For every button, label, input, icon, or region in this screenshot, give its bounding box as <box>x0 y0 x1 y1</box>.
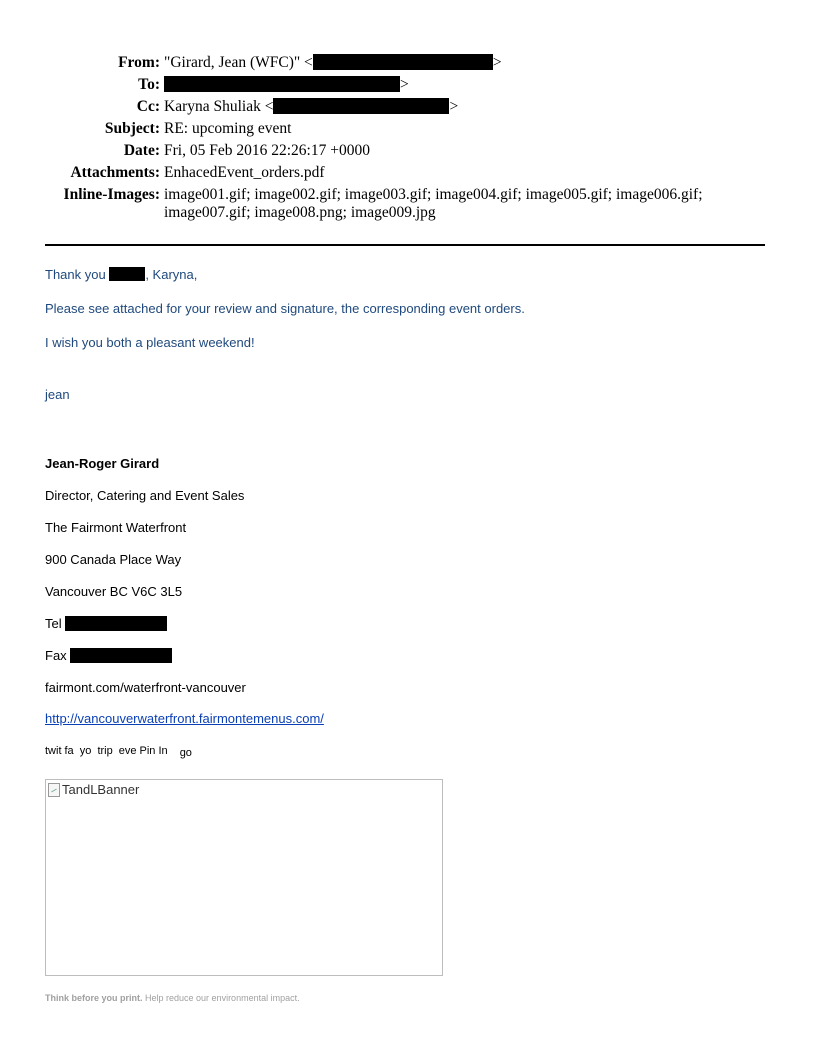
broken-image-icon <box>48 783 60 797</box>
cc-value: Karyna Shuliak < <box>164 98 274 115</box>
signature-address-2: Vancouver BC V6C 3L5 <box>45 584 183 599</box>
cc-close: > <box>449 98 459 115</box>
redaction-block <box>164 76 400 92</box>
redaction-block <box>65 616 167 631</box>
message-line-1: Please see attached for your review and signature, the corresponding event orders. <box>45 301 525 316</box>
google-plus-icon[interactable]: go <box>179 747 192 759</box>
redaction-block <box>70 648 172 663</box>
from-value: "Girard, Jean (WFC)" < <box>164 54 313 71</box>
subject-value: RE: upcoming event <box>164 120 292 137</box>
tripadvisor-icon[interactable]: trip <box>97 745 113 757</box>
to-label: To: <box>138 76 160 93</box>
subject-row <box>0 120 816 140</box>
signature-title: Director, Catering and Event Sales <box>45 488 245 503</box>
banner-alt-text: TandLBanner <box>62 782 140 797</box>
message-line-2: I wish you both a pleasant weekend! <box>45 335 255 350</box>
print-notice-bold: Think before you print. <box>45 993 143 1003</box>
cc-row <box>0 98 816 118</box>
inline-images-value: image001.gif; image002.gif; image003.gif; image004.gif; image005.gif; image006.gif; image007.gif; image008.png; image009.jpg <box>164 186 703 221</box>
signature-website: fairmont.com/waterfront-vancouver <box>45 680 246 695</box>
linkedin-icon[interactable]: In <box>158 745 168 757</box>
fax-label: Fax <box>45 648 67 663</box>
date-value: Fri, 05 Feb 2016 22:26:17 +0000 <box>164 142 370 159</box>
from-label: From: <box>118 54 160 71</box>
social-links <box>45 745 195 757</box>
attachments-row <box>0 164 816 184</box>
signature-fax <box>45 648 172 663</box>
menu-link[interactable]: http://vancouverwaterfront.fairmontemenus.com/ <box>45 711 324 726</box>
subject-label: Subject: <box>104 120 160 137</box>
greeting-prefix: Thank you <box>45 267 106 282</box>
twitter-icon[interactable]: twit <box>45 745 62 757</box>
signature-company: The Fairmont Waterfront <box>45 520 187 535</box>
signature-tel <box>45 616 167 631</box>
youtube-icon[interactable]: yo <box>79 745 92 757</box>
signature-name: Jean-Roger Girard <box>45 456 160 471</box>
redaction-block <box>313 54 493 70</box>
print-notice-rest: Help reduce our environmental impact. <box>142 993 300 1003</box>
redaction-block <box>109 267 145 281</box>
attachments-value[interactable]: EnhacedEvent_orders.pdf <box>164 164 325 181</box>
banner-image <box>45 779 443 976</box>
inline-images-label: Inline-Images: <box>63 186 160 203</box>
from-close: > <box>492 54 502 71</box>
print-notice <box>45 993 300 1003</box>
pinterest-icon[interactable]: Pin <box>139 745 156 757</box>
inline-images-row <box>0 186 816 226</box>
event-icon[interactable]: eve <box>118 745 137 757</box>
date-row <box>0 142 816 162</box>
from-row <box>0 54 816 74</box>
date-label: Date: <box>123 142 160 159</box>
signoff: jean <box>45 387 70 402</box>
signature-address-1: 900 Canada Place Way <box>45 552 182 567</box>
cc-label: Cc: <box>136 98 160 115</box>
to-row <box>0 76 816 96</box>
redaction-block <box>273 98 449 114</box>
facebook-icon[interactable]: fa <box>64 745 74 757</box>
attachments-label: Attachments: <box>70 164 160 181</box>
header-divider <box>45 244 765 246</box>
tel-label: Tel <box>45 616 62 631</box>
greeting-suffix: , Karyna, <box>145 267 198 282</box>
to-close: > <box>400 76 409 93</box>
greeting-line <box>45 267 197 282</box>
